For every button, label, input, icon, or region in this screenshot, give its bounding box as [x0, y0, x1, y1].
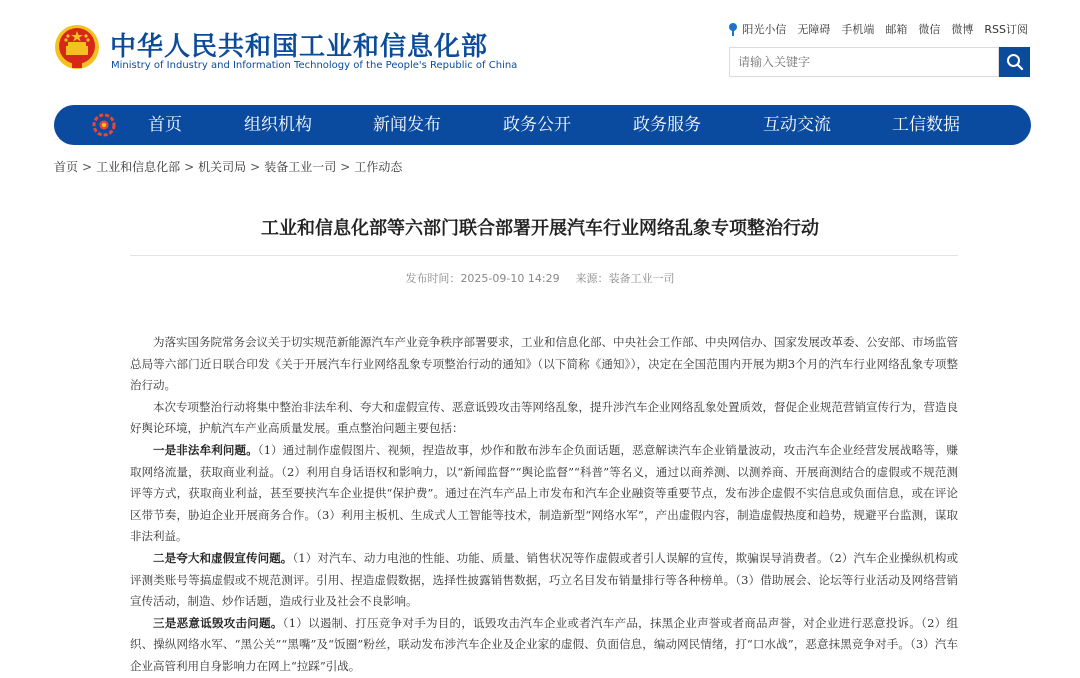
paragraph-lead: 一是非法牟利问题。 — [153, 442, 258, 457]
site-title-cn[interactable]: 中华人民共和国工业和信息化部 — [110, 32, 489, 62]
article-paragraph — [130, 440, 958, 548]
toplink-weibo[interactable]: 微博 — [951, 23, 974, 36]
breadcrumb-separator: > — [184, 160, 195, 174]
nav-item-home[interactable]: 首页 — [148, 115, 182, 135]
toplink-mobile[interactable]: 手机端 — [841, 23, 875, 36]
article-paragraph — [130, 548, 958, 613]
breadcrumb-separator: > — [340, 160, 351, 174]
breadcrumb-separator: > — [250, 160, 261, 174]
sun-icon — [727, 22, 739, 36]
paragraph-text: （1）对汽车、动力电池的性能、功能、质量、销售状况等作虚假或者引人误解的宣传，欺骗误导消费者。（2）汽车企业操纵机构或评测类账号等搞虚假或不规范测评。引用、捏造虚假数据，选择性披露销售数据，巧立名目发布销量排行等各种榜单。（3）借助展会、论坛等行业活动及网络营销宣传活动，制造、炒作话题，造成行业及社会不良影响。 — [130, 550, 958, 609]
source-value: 装备工业一司 — [608, 272, 675, 285]
nav-item-news[interactable]: 新闻发布 — [373, 115, 441, 135]
search-input[interactable] — [730, 48, 996, 76]
search-button[interactable] — [999, 47, 1030, 77]
nav-item-gov-services[interactable]: 政务服务 — [633, 115, 701, 135]
paragraph-text: （1）以遏制、打压竞争对手为目的，诋毁攻击汽车企业或者汽车产品，抹黑企业声誉或者商品声誉，对企业进行恶意投诉。（2）组织、操纵网络水军、“黑公关”“黑嘴”及“饭圈”粉丝，联动发布涉汽车企业及企业家的虚假、负面信息，编动网民情绪，打“口水战”，恶意抹黑竞争对手。（3）汽车企业高管利用自身影响力在网上“拉踩”引战。 — [130, 615, 958, 673]
site-title-en: Ministry of Industry and Information Technology of the People's Republic of China — [111, 60, 518, 71]
nav-item-data[interactable]: 工信数据 — [892, 115, 960, 135]
nav-item-organization[interactable]: 组织机构 — [244, 115, 312, 135]
toplink-sunshine[interactable]: 阳光小信 — [742, 23, 787, 36]
site-header — [0, 0, 1080, 100]
toplink-mail[interactable]: 邮箱 — [885, 23, 908, 36]
breadcrumb-work-news[interactable]: 工作动态 — [354, 160, 403, 174]
breadcrumb — [54, 158, 402, 175]
nav-item-interaction[interactable]: 互动交流 — [763, 115, 831, 135]
toplink-rss[interactable]: RSS订阅 — [984, 23, 1028, 36]
toplink-accessibility[interactable]: 无障碍 — [797, 23, 831, 36]
article-meta — [0, 270, 1080, 286]
publish-time: 2025-09-10 14:29 — [460, 272, 560, 285]
article-title: 工业和信息化部等六部门联合部署开展汽车行业网络乱象专项整治行动 — [261, 218, 819, 239]
breadcrumb-ministry[interactable]: 工业和信息化部 — [96, 160, 181, 174]
source-label: 来源： — [575, 272, 609, 285]
paragraph-lead: 二是夸大和虚假宣传问题。 — [153, 550, 293, 565]
article-paragraph: 为落实国务院常务会议关于切实规范新能源汽车产业竞争秩序部署要求，工业和信息化部、中央社会工作部、中央网信办、国家发展改革委、公安部、市场监管总局等六部门近日联合印发《关于开展汽车行业网络乱象专项整治行动的通知》（以下简称《通知》），决定在全国范围内开展为期3个月的汽车行业网络乱象专项整治行动。 — [130, 335, 958, 393]
breadcrumb-home[interactable]: 首页 — [54, 160, 79, 174]
breadcrumb-equipment-dept[interactable]: 装备工业一司 — [264, 160, 337, 174]
title-divider — [130, 255, 958, 256]
article-body — [130, 332, 958, 678]
breadcrumb-separator: > — [82, 160, 93, 174]
article-paragraph — [130, 613, 958, 678]
top-links — [727, 21, 1028, 37]
publish-label: 发布时间： — [405, 272, 461, 285]
main-navbar — [54, 105, 1031, 145]
miit-logo-icon[interactable] — [92, 113, 116, 137]
national-emblem-icon[interactable] — [54, 24, 100, 70]
paragraph-text: （1）通过制作虚假图片、视频，捏造故事，炒作和散布涉车企负面话题，恶意解读汽车企业销量波动，攻击汽车企业经营发展战略等，赚取网络流量，获取商业利益。（2）利用自身话语权和影响力，以“新闻监督”“舆论监督”“科普”等名义，通过以商养测、以测养商、开展商测结合的虚假或不规范测评等方式，获取商业利益，甚至要挟汽车企业提供“保护费”。通过在汽车产品上市发布和汽车企业融资等重要节点，发布涉企虚假不实信息或负面信息，或在评论区带节奏，胁迫企业开展商务合作。（3）利用主板机、生成式人工智能等技术，制造新型“网络水军”，产出虚假内容，制造虚假热度和趋势，规避平台监测，谋取非法利益。 — [130, 442, 958, 544]
search-icon — [1006, 53, 1024, 71]
breadcrumb-departments[interactable]: 机关司局 — [198, 160, 247, 174]
paragraph-lead: 三是恶意诋毁攻击问题。 — [153, 615, 283, 630]
search-box — [729, 47, 999, 77]
article-paragraph: 本次专项整治行动将集中整治非法牟利、夸大和虚假宣传、恶意诋毁攻击等网络乱象，提升涉汽车企业网络乱象处置质效，督促企业规范营销宣传行为，营造良好舆论环境，护航汽车产业高质量发展。重点整治问题主要包括： — [130, 399, 958, 436]
toplink-wechat[interactable]: 微信 — [918, 23, 941, 36]
nav-item-gov-affairs[interactable]: 政务公开 — [503, 115, 571, 135]
